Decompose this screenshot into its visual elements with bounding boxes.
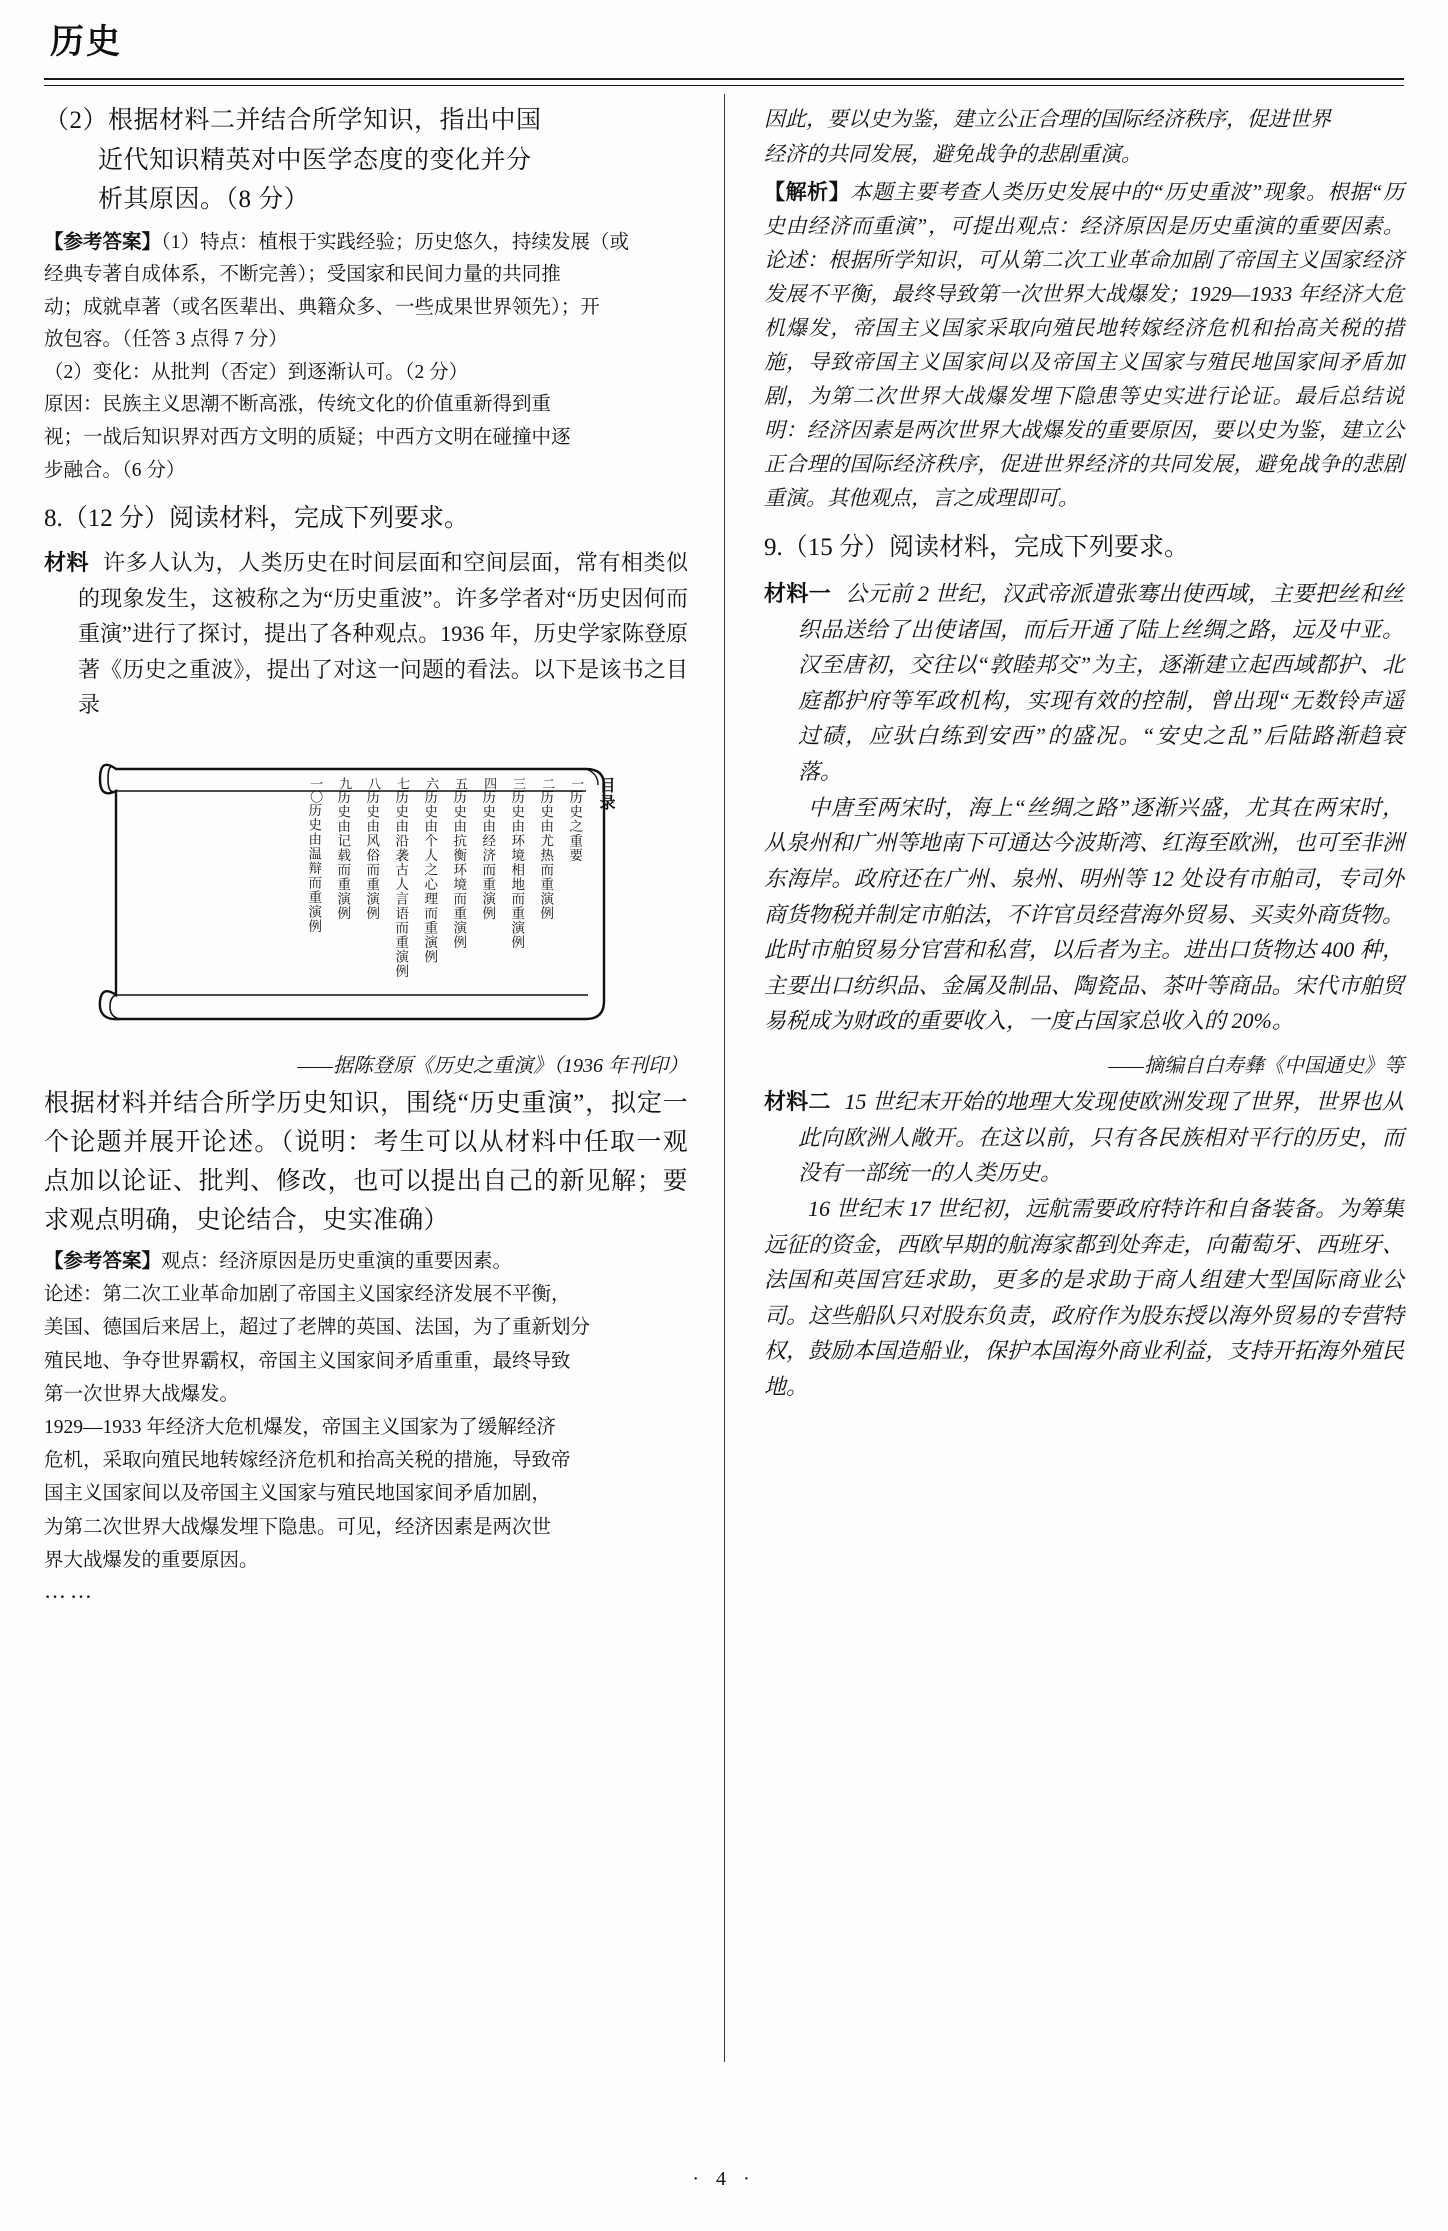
figure-entry-text: 历史由沿袭古人言语而重演例 [393, 790, 409, 979]
figure-entry [335, 777, 354, 1009]
two-column-body [44, 88, 1404, 2148]
figure-entry-num: 二 [540, 777, 556, 790]
header-rule-bottom [44, 85, 1404, 86]
figure-entry [393, 777, 412, 1009]
question-8-source: ——据陈登原《历史之重演》（1936 年刊印） [297, 1055, 688, 1077]
left-column [44, 88, 724, 2148]
figure-entry [422, 777, 441, 1009]
answer-line-8: 界大战爆发的重要原因。 [44, 1549, 259, 1571]
page-header [44, 26, 1404, 88]
figure-entry [480, 777, 499, 1009]
answer-first-line [44, 227, 688, 259]
figure-entry [364, 777, 383, 1009]
analysis-paragraph [764, 175, 1404, 515]
question-8-prompt: 根据材料并结合所学历史知识，围绕“历史重演”，拟定一个论题并展开论述。（说明：考生可以从材料中任取一观点加以论证、批判、修改，也可以提出自己的新见解；要求观点明确，史论结合，史实准确） [44, 1090, 688, 1234]
answer-head-text: 观点：经济原因是历史重演的重要因素。 [161, 1251, 513, 1272]
question-2-heading [44, 102, 688, 219]
question-9-material-2-p2: 16 世纪末 17 世纪初，远航需要政府特许和自备装备。为筹集远征的资金，西欧早期的航海家都到处奔走，向葡萄牙、西班牙、法国和英国宫廷求助，更多的是求助于商人组建大型国际商业公司。这些船队只对股东负责，政府作为股东授以海外贸易的专营特权，鼓励本国造船业，保护本国海外商业利益，支持开拓海外殖民地。 [764, 1195, 1404, 1400]
question-2-line3: 析其原因。（8 分） [98, 186, 310, 213]
answer-head-line [44, 1246, 688, 1277]
scroll-figure [86, 739, 646, 1039]
question-2-line2: 近代知识精英对中医学态度的变化并分 [98, 146, 532, 174]
analysis-text: 本题主要考查人类历史发展中的“历史重波”现象。根据“历史由经济而重演”，可提出观点：经济原因是历史重演的重要因素。论述：根据所学知识，可从第二次工业革命加剧了帝国主义国家经济发展不平衡，最终导致第一次世界大战爆发；1929—1933 年经济大危机爆发，帝国主义国家采取向殖民地转嫁经济危机和抬高关税的措施，导致帝国主义国家间以及帝国主义国家与殖民地国家间矛盾加剧，为第二次世界大战爆发埋下隐患等史实进行论证。最后总结说明：经济因素是两次世界大战爆发的重要原因，要以史为鉴，建立公正合理的国际经济秩序，促进世界经济的共同发展，避免战争的悲剧重演。其他观点，言之成理即可。 [764, 180, 1404, 511]
analysis-block [764, 175, 1404, 515]
figure-entry-num: 一 [569, 777, 585, 790]
answer-line-2: 动；成就卓著（或名医辈出、典籍众多、一些成果世界领先）；开 [44, 296, 600, 318]
figure-entry [509, 777, 528, 1009]
figure-entry-num: 五 [453, 777, 469, 790]
question-8-number: 8.（12 分）阅读材料，完成下列要求。 [44, 505, 470, 533]
header-subject: 历史 [50, 24, 122, 61]
figure-entry-text: 历史由温辩而重演例 [306, 803, 322, 934]
material-2-label: 材料二 [764, 1089, 831, 1115]
question-2-line1: （2）根据材料二并结合所学知识，指出中国 [44, 107, 542, 134]
right-column [724, 88, 1404, 2148]
question-9-source-1: ——摘编自白寿彝《中国通史》等 [1108, 1055, 1404, 1078]
figure-columns [124, 777, 620, 1009]
column-divider [724, 94, 725, 2062]
material-2-text: 15 世纪末开始的地理大发现使欧洲发现了世界，世界也从此向欧洲人敞开。在这以前，只有各民族相对平行的历史，而没有一部统一的人类历史。 [798, 1089, 1404, 1186]
question-9-material-1-p2: 中唐至两宋时，海上“丝绸之路”逐渐兴盛，尤其在两宋时，从泉州和广州等地南下可通达今波斯湾、红海至欧洲，也可至非洲东海岸。政府还在广州、泉州、明州等 12 处设有市舶司，专司外商货物税并制定市舶法，不许官员经营海外贸易、买卖外商货物。此时市舶贸易分官营和私营，以后者为主。进出口货物达 400 种，主要出口纺织品、金属及制品、陶瓷品、茶叶等商品。宋代市舶贸易税成为财政的重要收入，一度占国家总收入的 20%。 [764, 794, 1404, 1034]
ellipsis-line: …… [44, 1577, 96, 1603]
figure-entry-text: 历史由记载而重演例 [335, 790, 351, 921]
figure-entry-num: 三 [511, 777, 527, 790]
question-8-material [44, 545, 688, 723]
answer-line-5: 原因：民族主义思潮不断高涨，传统文化的价值重新得到重 [44, 394, 552, 416]
answer-line-3: 第一次世界大战爆发。 [44, 1383, 240, 1405]
material-1-text: 公元前 2 世纪，汉武帝派遣张骞出使西域，主要把丝和丝织品送给了出使诸国，而后开通了陆上丝绸之路，远及中亚。汉至唐初，交往以“敦睦邦交”为主，逐渐建立起西域都护、北庭都护府等军政机构，实现有效的控制，曾出现“无数铃声遥过碛，应驮白练到安西”的盛况。“安史之乱”后陆路渐趋衰落。 [798, 580, 1404, 785]
answer-line-4: 1929—1933 年经济大危机爆发，帝国主义国家为了缓解经济 [44, 1416, 556, 1438]
figure-entry-num: 九 [337, 777, 353, 790]
cont-line-1: 经济的共同发展，避免战争的悲剧重演。 [764, 142, 1142, 167]
figure-entry-text: 历史之重要 [567, 790, 583, 863]
question-9-material-2 [764, 1084, 1404, 1191]
answer-line-1: 美国、德国后来居上，超过了老牌的英国、法国，为了重新划分 [44, 1317, 591, 1339]
figure-title: 目录 [597, 777, 614, 811]
figure-entry-text: 历史由个人之心理而重演例 [422, 790, 438, 964]
cont-line-0: 因此，要以史为鉴，建立公正合理的国际经济秩序，促进世界 [764, 107, 1331, 131]
answer-line-0: 论述：第二次工业革命加剧了帝国主义国家经济发展不平衡， [44, 1284, 571, 1306]
answer-line-5: 危机，采取向殖民地转嫁经济危机和抬高关税的措施，导致帝 [44, 1450, 571, 1472]
figure-entry-num: 七 [395, 777, 411, 790]
material-1-label: 材料一 [764, 580, 832, 606]
question-9-number: 9.（15 分）阅读材料，完成下列要求。 [764, 534, 1190, 562]
figure-entry-text: 历史由风俗而重演例 [364, 790, 380, 921]
figure-entry-num: 八 [366, 777, 382, 790]
figure-entry-num: 一〇 [308, 777, 324, 803]
continued-answer [764, 102, 1404, 171]
answer-line-2: 殖民地、争夺世界霸权，帝国主义国家间矛盾重重，最终导致 [44, 1350, 571, 1372]
material-label: 材料 [44, 549, 90, 575]
figure-entry-text: 历史由尤热而重演例 [538, 790, 554, 921]
question-8-answer [44, 1246, 688, 1576]
figure-entry [567, 777, 586, 1009]
answer-line-3: 放包容。（任答 3 点得 7 分） [44, 329, 288, 351]
answer-line-1: 经典专著自成体系，不断完善）；受国家和民间力量的共同推 [44, 264, 561, 286]
material-text: 许多人认为，人类历史在时间层面和空间层面，常有相类似的现象发生，这被称之为“历史重波”。许多学者对“历史因何而重演”进行了探讨，提出了各种观点。1936 年，历史学家陈登原著《历史之重波》，提出了对这一问题的看法。以下是该书之目录 [78, 549, 688, 718]
header-rule-top [44, 78, 1404, 80]
answer-tag: 【参考答案】 [44, 231, 162, 253]
figure-entry [451, 777, 470, 1009]
answer-line-4: （2）变化：从批判（否定）到逐渐认可。（2 分） [44, 361, 469, 383]
question-9-material-1 [764, 576, 1404, 790]
answer-line-0: （1）特点：植根于实践经验；历史悠久，持续发展（或 [161, 231, 630, 253]
answer-tag: 【参考答案】 [44, 1251, 162, 1272]
figure-entry-text: 历史由环境相地而重演例 [509, 790, 525, 950]
figure-entry-num: 四 [482, 777, 498, 790]
answer-line-6: 国主义国家间以及帝国主义国家与殖民地国家间矛盾加剧， [44, 1483, 552, 1505]
figure-entry-text: 历史由抗衡环境而重演例 [451, 790, 467, 950]
question-2-answer [44, 227, 688, 487]
figure-entry [538, 777, 557, 1009]
answer-line-7: 为第二次世界大战爆发埋下隐患。可见，经济因素是两次世 [44, 1516, 552, 1538]
answer-line-7: 步融合。（6 分） [44, 459, 186, 481]
figure-entry-num: 六 [424, 777, 440, 790]
answer-line-6: 视；一战后知识界对西方文明的质疑；中西方文明在碰撞中逐 [44, 426, 571, 448]
figure-entry [306, 777, 325, 1009]
analysis-tag: 【解析】 [764, 180, 851, 205]
figure-entry-text: 历史由经济而重演例 [480, 790, 496, 921]
page-number: · 4 · [692, 2168, 756, 2190]
